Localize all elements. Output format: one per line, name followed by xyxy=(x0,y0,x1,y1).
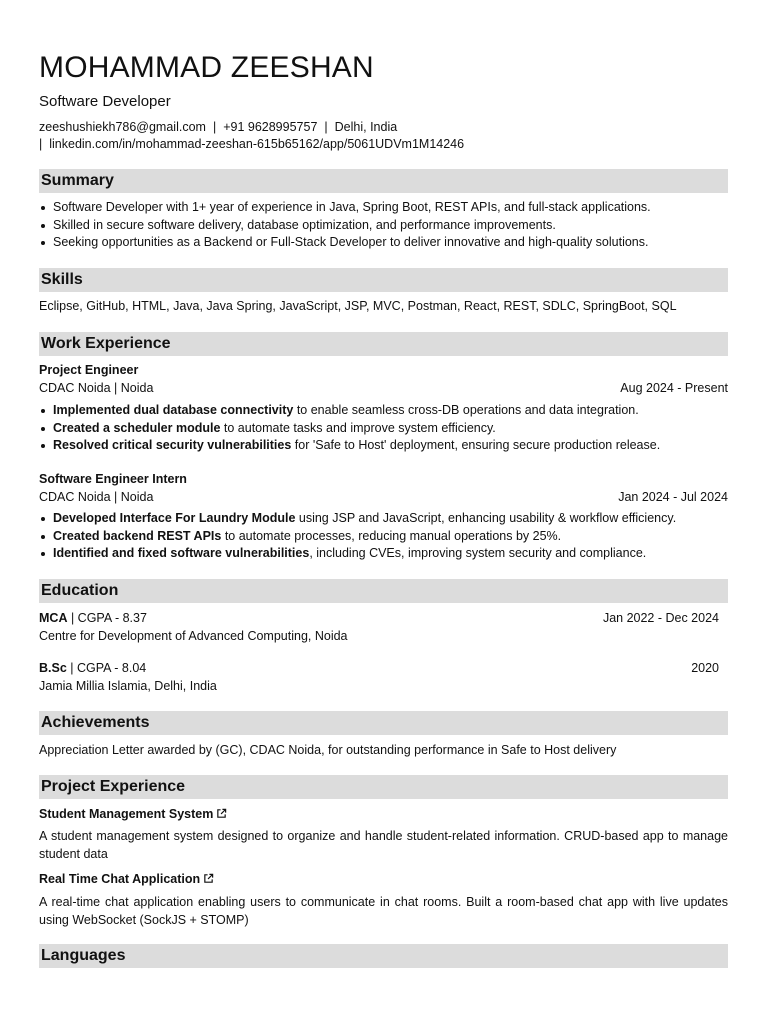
separator: | xyxy=(324,120,328,134)
summary-list xyxy=(39,199,728,252)
job-org: CDAC Noida | Noida xyxy=(39,490,154,504)
section-header-work: Work Experience xyxy=(39,332,728,356)
education-school: Jamia Millia Islamia, Delhi, India xyxy=(39,679,217,693)
achievement-text: Appreciation Letter awarded by (GC), CDAC Noida, for outstanding performance in Safe to Host delivery xyxy=(39,743,617,757)
contact-line xyxy=(39,119,397,135)
job-bullet: Resolved critical security vulnerabilities for 'Safe to Host' deployment, ensuring secure production release. xyxy=(53,437,728,455)
phone-number: +91 9628995757 xyxy=(223,120,318,134)
summary-item: Software Developer with 1+ year of experience in Java, Spring Boot, REST APIs, and full-stack applications. xyxy=(53,199,728,217)
project-description: A real-time chat application enabling users to communicate in chat rooms. Built a room-based chat app with live updates using WebSocket (SockJS + STOMP) xyxy=(39,895,728,927)
job-bullets xyxy=(39,402,728,455)
separator: | xyxy=(39,137,43,151)
project-title[interactable]: Real Time Chat Application xyxy=(39,871,214,888)
summary-item: Seeking opportunities as a Backend or Full-Stack Developer to deliver innovative and high-quality solutions. xyxy=(53,234,728,252)
job-bullet: Created backend REST APIs to automate processes, reducing manual operations by 25%. xyxy=(53,528,728,546)
job-bullet: Identified and fixed software vulnerabilities, including CVEs, improving system security and compliance. xyxy=(53,545,728,563)
separator: | xyxy=(212,120,217,134)
candidate-role: Software Developer xyxy=(39,93,171,110)
job-bullet: Created a scheduler module to automate tasks and improve system efficiency. xyxy=(53,420,728,438)
job-title: Software Engineer Intern xyxy=(39,472,187,486)
job-dates: Jan 2024 - Jul 2024 xyxy=(618,490,728,504)
section-header-achievements: Achievements xyxy=(39,711,728,735)
education-degree-line: B.Sc | CGPA - 8.04 xyxy=(39,661,147,675)
job-bullet: Implemented dual database connectivity to enable seamless cross-DB operations and data integration. xyxy=(53,402,728,420)
skills-text: Eclipse, GitHub, HTML, Java, Java Spring, JavaScript, JSP, MVC, Postman, React, REST, SDLC, SpringBoot, SQL xyxy=(39,299,677,313)
section-header-summary: Summary xyxy=(39,169,728,193)
job-dates: Aug 2024 - Present xyxy=(620,381,728,395)
education-dates: 2020 xyxy=(691,661,719,675)
job-org: CDAC Noida | Noida xyxy=(39,381,154,395)
job-title: Project Engineer xyxy=(39,363,139,377)
education-degree-line: MCA | CGPA - 8.37 xyxy=(39,611,147,625)
section-header-projects: Project Experience xyxy=(39,775,728,799)
email-link[interactable]: zeeshushiekh786@gmail.com xyxy=(39,120,206,134)
candidate-name: MOHAMMAD ZEESHAN xyxy=(39,51,374,84)
project-title[interactable]: Student Management System xyxy=(39,806,227,823)
linkedin-line xyxy=(39,136,464,152)
external-link-icon[interactable] xyxy=(216,808,227,819)
education-school: Centre for Development of Advanced Computing, Noida xyxy=(39,629,348,643)
section-header-education: Education xyxy=(39,579,728,603)
external-link-icon[interactable] xyxy=(203,873,214,884)
project-description: A student management system designed to organize and handle student-related information. CRUD-based app to manage student data xyxy=(39,829,728,861)
job-bullet: Developed Interface For Laundry Module using JSP and JavaScript, enhancing usability & workflow efficiency. xyxy=(53,510,728,528)
summary-item: Skilled in secure software delivery, database optimization, and performance improvements. xyxy=(53,217,728,235)
section-header-skills: Skills xyxy=(39,268,728,292)
section-header-languages: Languages xyxy=(39,944,728,968)
education-dates: Jan 2022 - Dec 2024 xyxy=(602,611,719,625)
location: Delhi, India xyxy=(334,120,398,134)
job-bullets xyxy=(39,510,728,563)
linkedin-link[interactable]: linkedin.com/in/mohammad-zeeshan-615b65162/app/5061UDVm1M14246 xyxy=(49,137,465,151)
